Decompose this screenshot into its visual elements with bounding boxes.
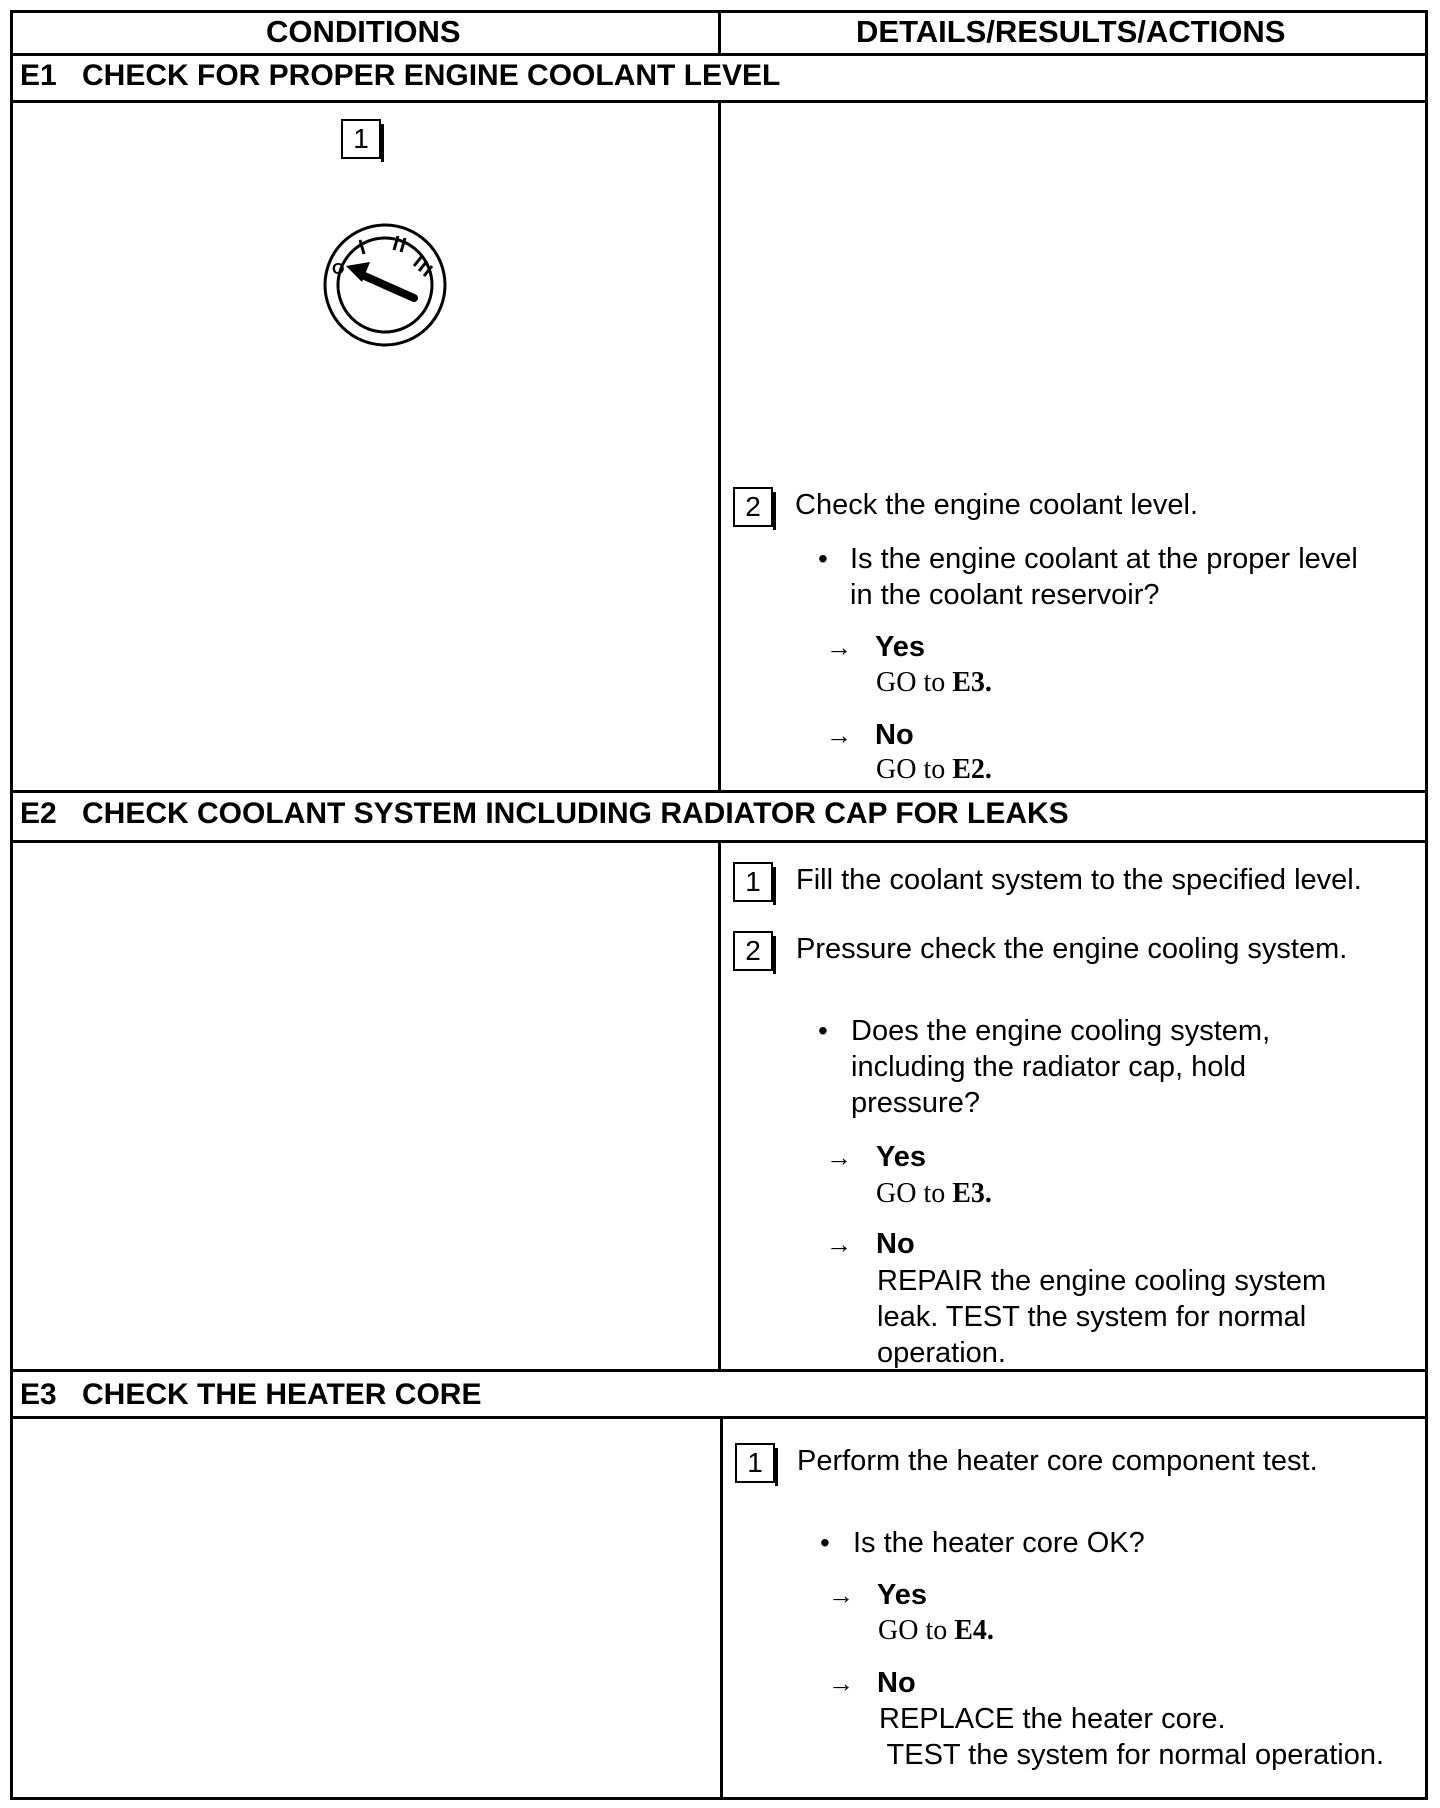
e1-condition-step-box: 1 <box>341 119 381 159</box>
e1-yes-prefix: GO to <box>876 667 946 698</box>
e2-step-1-box: 1 <box>733 862 773 902</box>
e3-title <box>20 1377 481 1413</box>
e2-yes-arrow: → <box>826 1142 852 1172</box>
e3-yes-prefix: GO to <box>878 1615 948 1646</box>
e1-question-line-2: in the coolant reservoir? <box>850 579 1160 611</box>
e2-question-line-3: pressure? <box>851 1087 980 1119</box>
e1-title <box>20 58 780 94</box>
e2-yes-label: Yes <box>876 1141 926 1173</box>
e2-title <box>20 796 1069 832</box>
e1-question-line-1: Is the engine coolant at the proper level <box>850 543 1358 575</box>
e1-no-label: No <box>875 719 914 751</box>
e2-id: E2 <box>20 797 57 830</box>
e2-title-text: CHECK COOLANT SYSTEM INCLUDING RADIATOR CAP FOR LEAKS <box>82 797 1069 830</box>
e3-step-1-text: Perform the heater core component test. <box>797 1445 1318 1477</box>
e1-question-bullet: • <box>818 543 828 574</box>
e2-question-bullet: • <box>818 1015 828 1046</box>
e1-id: E1 <box>20 59 57 92</box>
header-details: DETAILS/RESULTS/ACTIONS <box>856 14 1286 49</box>
e2-yes-target: E3. <box>952 1178 992 1209</box>
e1-step-2-box: 2 <box>733 487 773 527</box>
column-divider-header <box>718 10 721 54</box>
e3-step-1-box: 1 <box>735 1443 775 1483</box>
e1-no-prefix: GO to <box>876 754 946 785</box>
e3-question-line-1: Is the heater core OK? <box>853 1527 1145 1559</box>
e3-no-action-line-2: TEST the system for normal operation. <box>879 1739 1385 1771</box>
e3-title-rule <box>10 1416 1428 1419</box>
e3-yes-label: Yes <box>877 1579 927 1611</box>
e1-yes-arrow: → <box>826 632 852 662</box>
e2-step-1-text: Fill the coolant system to the specified level. <box>796 864 1362 896</box>
e3-no-label: No <box>877 1667 916 1699</box>
e3-yes-action <box>878 1614 994 1648</box>
table-border-bottom <box>10 1797 1428 1800</box>
e2-no-arrow: → <box>826 1229 852 1259</box>
e2-yes-action <box>876 1177 992 1211</box>
e1-yes-action <box>876 666 992 700</box>
e1-no-action <box>876 753 992 787</box>
e2-question-line-2: including the radiator cap, hold <box>851 1051 1246 1083</box>
column-divider-e3 <box>720 1416 723 1798</box>
e2-no-action-line-1: REPAIR the engine cooling system <box>877 1265 1327 1297</box>
e1-step-2-text: Check the engine coolant level. <box>795 489 1199 521</box>
e3-id: E3 <box>20 1378 57 1411</box>
e3-question-bullet: • <box>820 1527 830 1558</box>
e2-step-2-text: Pressure check the engine cooling system. <box>796 933 1348 965</box>
e2-step-2-box: 2 <box>733 931 773 971</box>
header-conditions: CONDITIONS <box>266 14 461 49</box>
e2-question-line-1: Does the engine cooling system, <box>851 1015 1271 1047</box>
e1-yes-label: Yes <box>875 631 925 663</box>
e2-no-action-line-3: operation. <box>877 1337 1006 1369</box>
table-border-right <box>1425 10 1428 1800</box>
e1-no-target: E2. <box>952 754 992 785</box>
e3-no-action-line-1: REPLACE the heater core. <box>879 1703 1226 1735</box>
e3-yes-arrow: → <box>828 1580 854 1610</box>
svg-text:O: O <box>332 261 345 278</box>
table-border-left <box>10 10 13 1800</box>
e3-title-text: CHECK THE HEATER CORE <box>82 1378 482 1411</box>
e2-no-label: No <box>876 1228 915 1260</box>
e2-no-action-line-2: leak. TEST the system for normal <box>877 1301 1307 1333</box>
e3-yes-target: E4. <box>954 1615 994 1646</box>
e1-no-arrow: → <box>826 720 852 750</box>
e1-yes-target: E3. <box>952 667 992 698</box>
e1-title-text: CHECK FOR PROPER ENGINE COOLANT LEVEL <box>82 59 781 92</box>
ignition-switch-icon <box>318 218 452 352</box>
e3-no-arrow: → <box>828 1668 854 1698</box>
e2-yes-prefix: GO to <box>876 1178 946 1209</box>
column-divider-e2 <box>718 840 721 1370</box>
column-divider-e1 <box>718 100 721 791</box>
